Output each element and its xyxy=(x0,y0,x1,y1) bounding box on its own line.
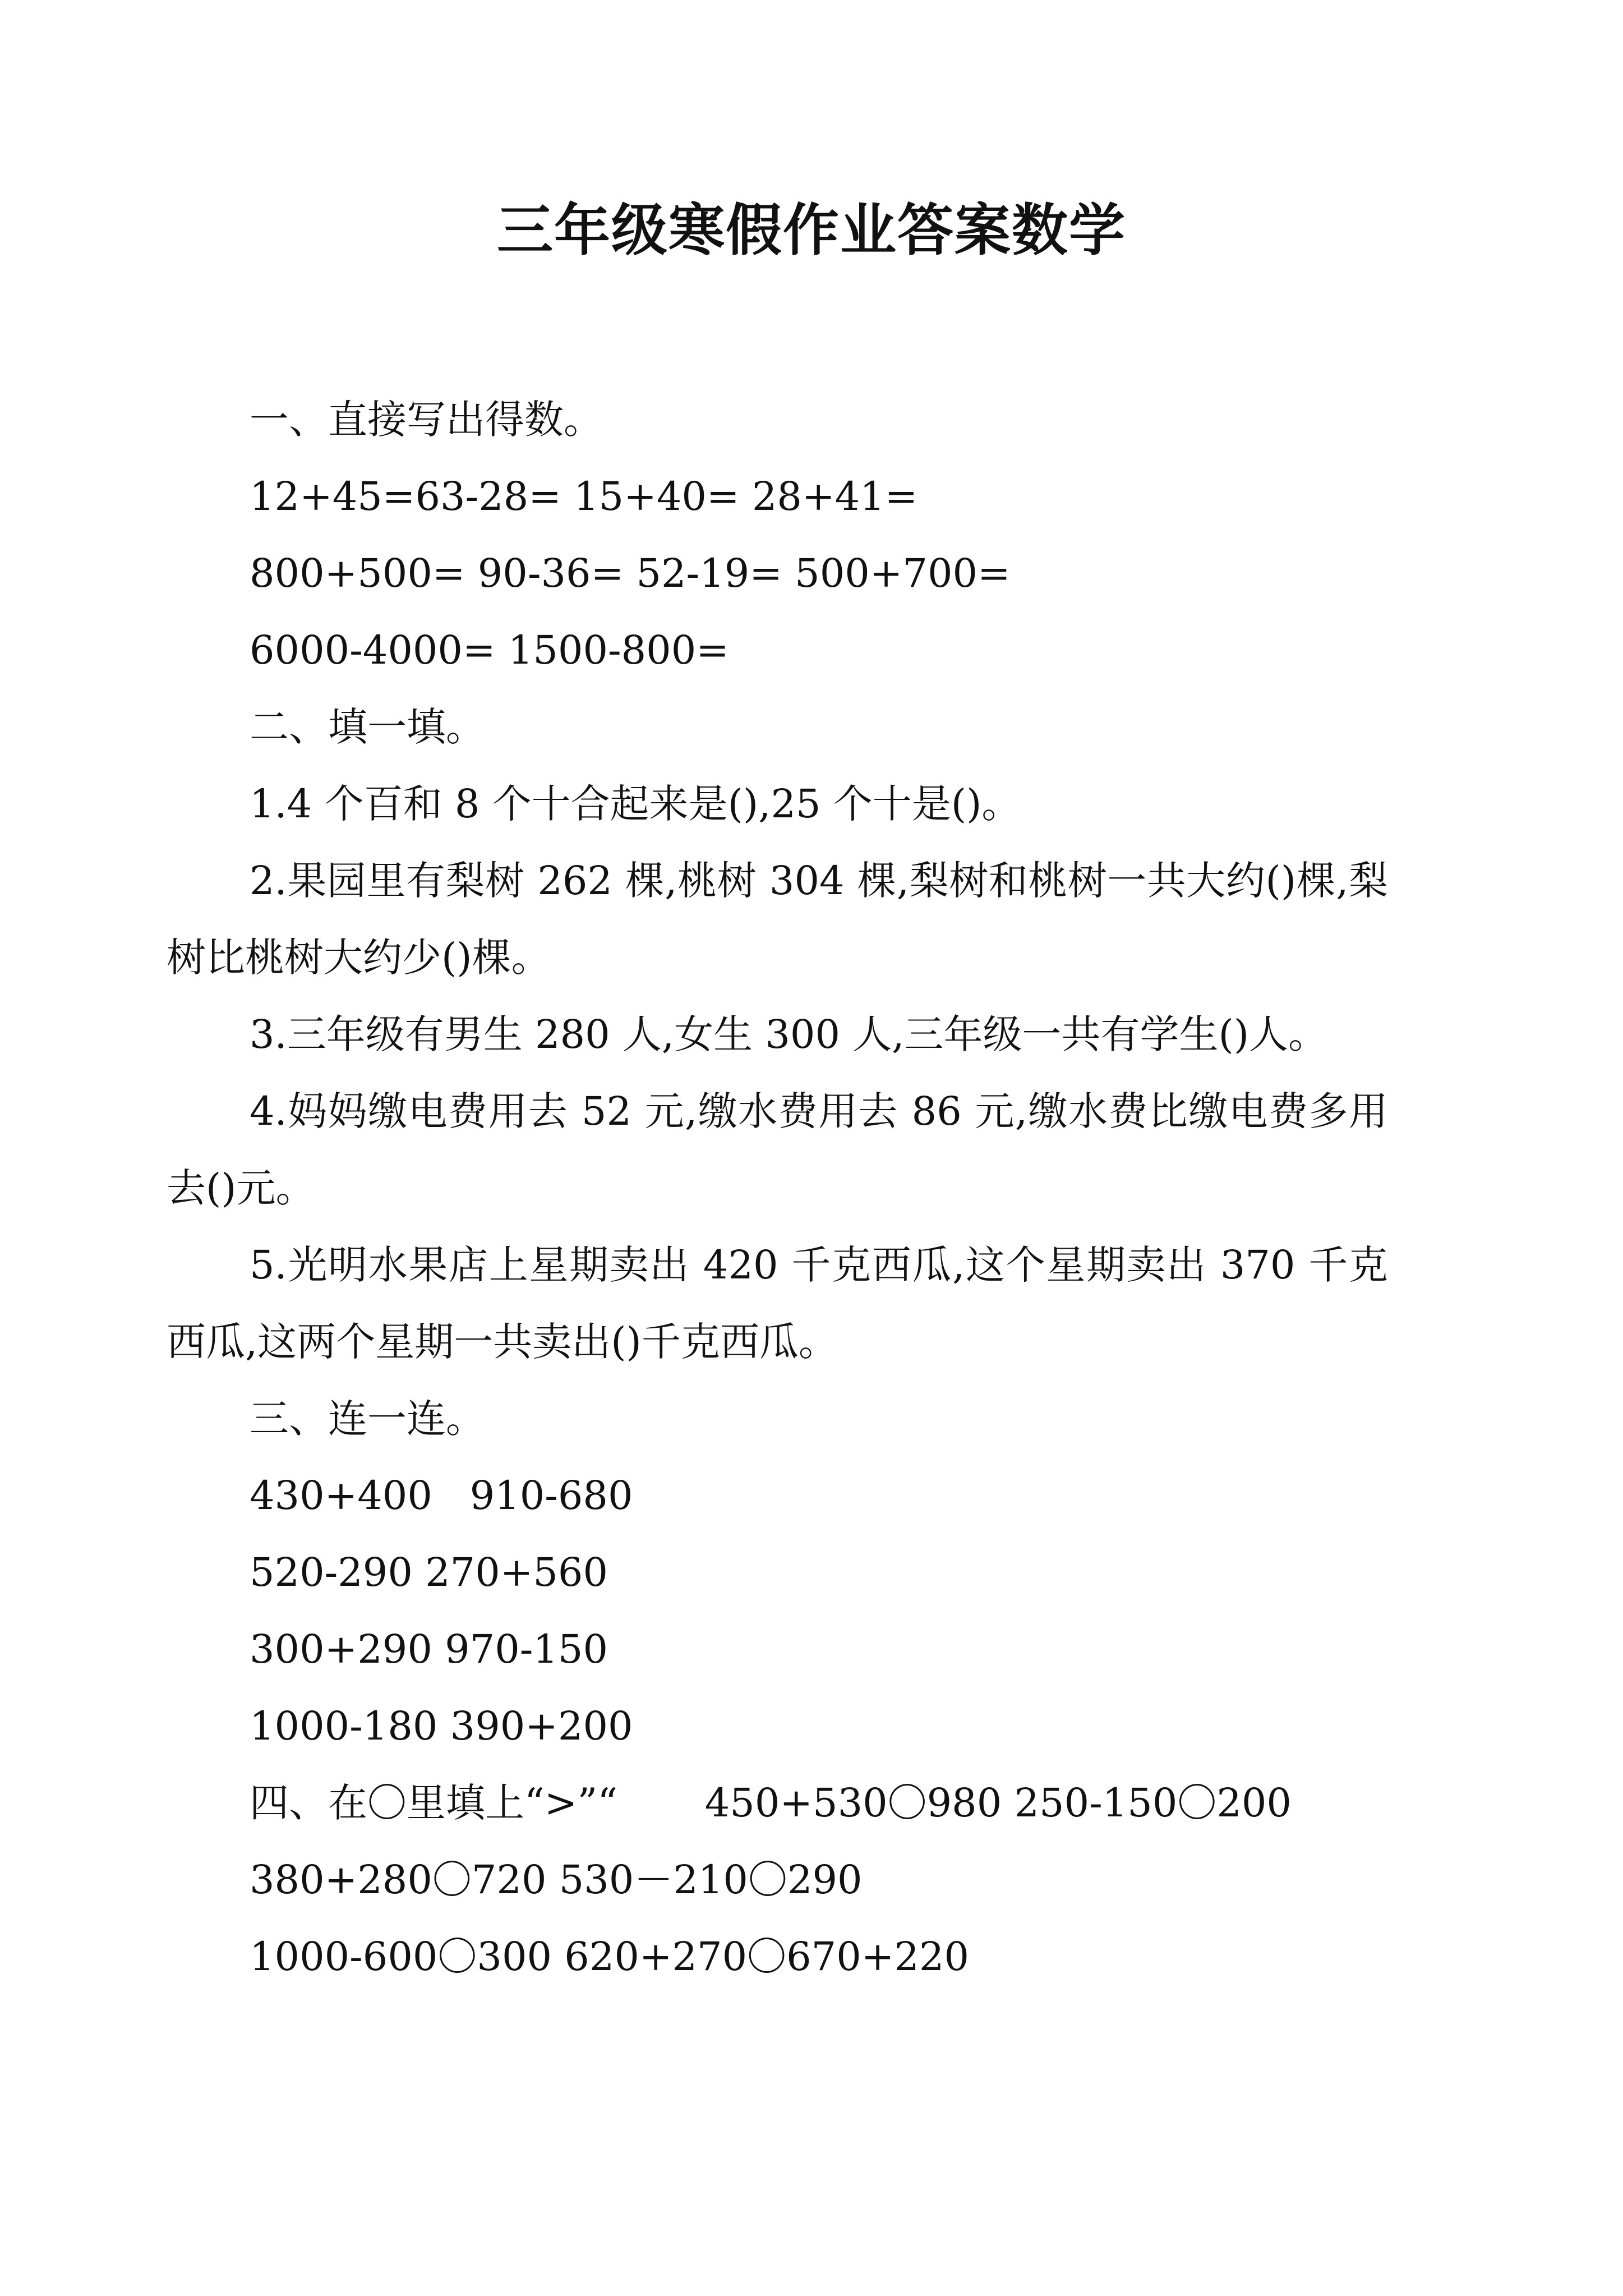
question-item: 3.三年级有男生 280 人,女生 300 人,三年级一共有学生()人。 xyxy=(250,1011,1328,1057)
calc-line: 800+500= 90-36= 52-19= 500+700= xyxy=(250,550,1011,596)
question-item: 4.妈妈缴电费用去 52 元,缴水费用去 86 元,缴水费比缴电费多用去()元。 xyxy=(167,1088,1388,1211)
calc-line: 6000-4000= 1500-800= xyxy=(250,627,729,673)
document-title: 三年级寒假作业答案数学 xyxy=(497,197,1126,263)
document-body xyxy=(167,381,1388,1995)
section-heading: 二、填一填。 xyxy=(250,704,485,750)
compare-line: 1000-600〇300 620+270〇670+220 xyxy=(250,1934,970,1980)
compare-line: 380+280〇720 530－210〇290 xyxy=(250,1857,863,1903)
match-line: 430+400 910-680 xyxy=(250,1473,633,1519)
match-line: 300+290 970-150 xyxy=(250,1626,608,1672)
question-item: 5.光明水果店上星期卖出 420 千克西瓜,这个星期卖出 370 千克西瓜,这两个星期一共卖出()千克西瓜。 xyxy=(167,1242,1388,1365)
question-item: 2.果园里有梨树 262 棵,桃树 304 棵,梨树和桃树一共大约()棵,梨树比桃树大约少()棵。 xyxy=(167,858,1388,981)
calc-line: 12+45=63-28= 15+40= 28+41= xyxy=(250,473,918,519)
match-line: 520-290 270+560 xyxy=(250,1549,608,1595)
section-heading: 三、连一连。 xyxy=(250,1396,485,1442)
match-line: 1000-180 390+200 xyxy=(250,1703,633,1749)
section-heading: 四、在〇里填上“>”“ 450+530〇980 250-150〇200 xyxy=(250,1780,1292,1826)
section-heading: 一、直接写出得数。 xyxy=(250,397,603,443)
question-item: 1.4 个百和 8 个十合起来是(),25 个十是()。 xyxy=(250,781,1021,827)
